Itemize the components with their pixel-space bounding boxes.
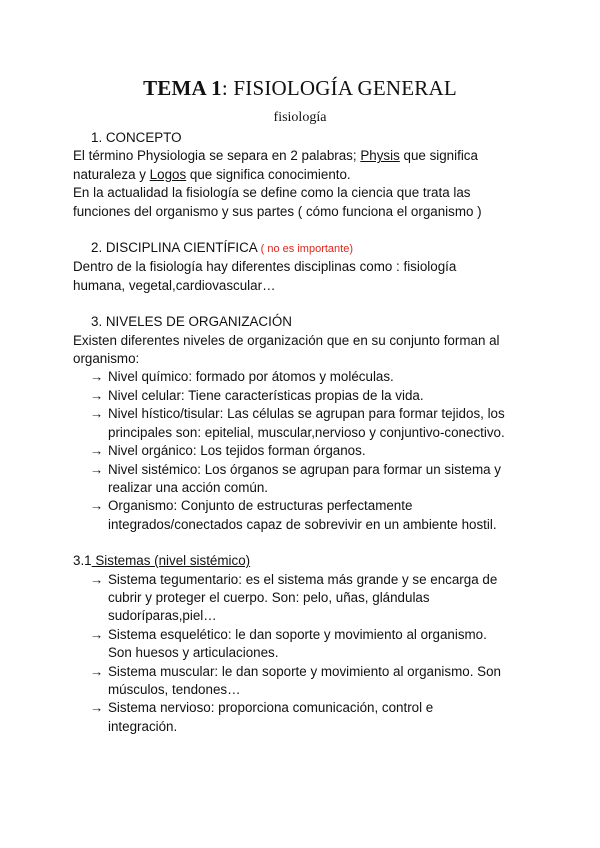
list-item-continuation: sudoríparas,piel… <box>108 608 217 624</box>
paragraph-line: Existen diferentes niveles de organización que en su conjunto forman al <box>73 332 500 348</box>
list-item: → Nivel sistémico: Los órganos se agrupan para formar un sistema y <box>73 461 573 479</box>
section-heading-sistemas: 3.1 Sistemas (nivel sistémico) <box>73 553 251 569</box>
arrow-icon: → <box>90 571 104 587</box>
logos-term: Logos <box>149 166 187 182</box>
title-bold: TEMA 1 <box>143 76 222 100</box>
document-body <box>73 129 573 736</box>
arrow-icon: → <box>90 663 104 679</box>
title-rest: : FISIOLOGÍA GENERAL <box>221 76 457 100</box>
list-item: → Organismo: Conjunto de estructuras perfectamente <box>73 497 573 515</box>
arrow-icon: → <box>90 498 104 514</box>
list-item: → Nivel hístico/tisular: Las células se agrupan para formar tejidos, los <box>73 405 573 423</box>
paragraph-line: naturaleza y Logos que significa conocimiento. <box>73 166 351 182</box>
paragraph-line: El término Physiologia se separa en 2 palabras; Physis que significa <box>73 148 478 164</box>
arrow-icon: → <box>90 443 104 459</box>
list-item: → Nivel orgánico: Los tejidos forman órganos. <box>73 442 573 460</box>
list-item: → Nivel celular: Tiene características propias de la vida. <box>73 387 573 405</box>
physis-term: Physis <box>360 148 400 164</box>
list-item: → Nivel químico: formado por átomos y moléculas. <box>73 368 573 386</box>
paragraph-line: funciones del organismo y sus partes ( cómo funciona el organismo ) <box>73 203 482 219</box>
list-item-continuation: Son huesos y articulaciones. <box>108 645 279 661</box>
list-item-continuation: realizar una acción común. <box>108 479 269 495</box>
note-not-important: ( no es importante) <box>260 243 353 256</box>
paragraph-line: En la actualidad la fisiología se define como la ciencia que trata las <box>73 185 471 201</box>
page-title <box>0 76 600 101</box>
list-item-continuation: principales son: epitelial, muscular,nervioso y conjuntivo-conectivo. <box>108 424 505 440</box>
list-item-continuation: músculos, tendones… <box>108 681 241 697</box>
arrow-icon: → <box>90 626 104 642</box>
list-item: → Sistema muscular: le dan soporte y movimiento al organismo. Son <box>73 663 573 681</box>
list-item-continuation: integrados/conectados capaz de sobrevivir en un ambiente hostil. <box>108 516 497 532</box>
arrow-icon: → <box>90 369 104 385</box>
list-item-continuation: cubrir y proteger el cuerpo. Son: pelo, uñas, glándulas <box>108 589 430 605</box>
arrow-icon: → <box>90 700 104 716</box>
arrow-icon: → <box>90 406 104 422</box>
section-heading-disciplina: 2. DISCIPLINA CIENTÍFICA ( no es importante) <box>91 240 353 256</box>
list-item: → Sistema tegumentario: es el sistema más grande y se encarga de <box>73 571 573 589</box>
subtitle: fisiología <box>273 110 327 125</box>
paragraph-line: organismo: <box>73 351 140 367</box>
paragraph-line: humana, vegetal,cardiovascular… <box>73 277 276 293</box>
section-heading-niveles: 3. NIVELES DE ORGANIZACIÓN <box>91 314 292 330</box>
section-heading-concepto: 1. CONCEPTO <box>91 130 182 145</box>
list-item: → Sistema nervioso: proporciona comunicación, control e <box>73 699 573 717</box>
list-item: → Sistema esquelético: le dan soporte y movimiento al organismo. <box>73 626 573 644</box>
paragraph-line: Dentro de la fisiología hay diferentes disciplinas como : fisiología <box>73 259 457 275</box>
arrow-icon: → <box>90 387 104 403</box>
arrow-icon: → <box>90 461 104 477</box>
list-item-continuation: integración. <box>108 718 178 734</box>
